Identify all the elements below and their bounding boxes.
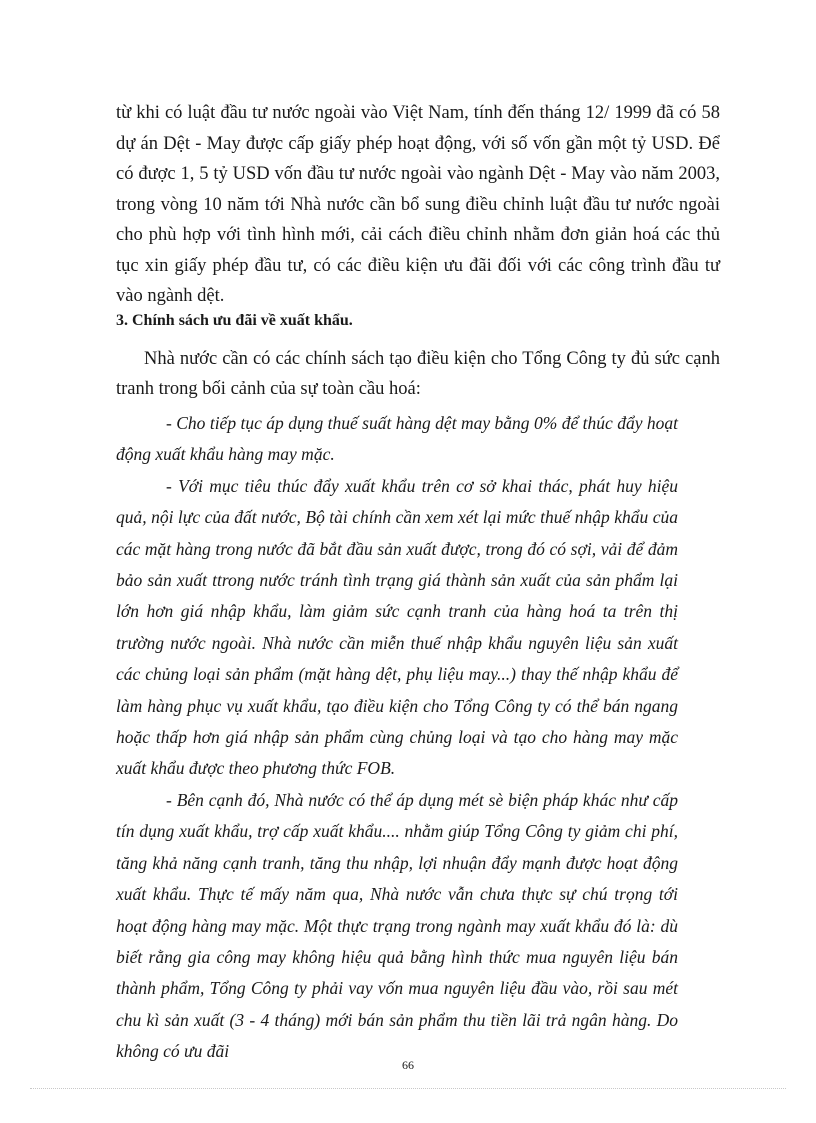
page-number: 66	[402, 1058, 414, 1072]
page-bottom-divider	[30, 1088, 786, 1089]
section-heading: 3. Chính sách ưu đãi về xuất khẩu.	[116, 312, 353, 329]
policy-bullet-2: - Với mục tiêu thúc đẩy xuất khẩu trên cơ sở khai thác, phát huy hiệu quả, nội lực của đất nước, Bộ tài chính cần xem xét lại mức thuế nhập khẩu của các mặt hàng trong nước đã bắt đầu sản xuất được, trong đó có sợi, vải để đảm bảo sản xuất ttrong nước tránh tình trạng giá thành sản xuất của sản phẩm lại lớn hơn giá nhập khẩu, làm giảm sức cạnh tranh của hàng hoá ta trên thị trường nước ngoài. Nhà nước cần miễn thuế nhập khẩu nguyên liệu sản xuất các chủng loại sản phẩm (mặt hàng dệt, phụ liệu may...) thay thế nhập khẩu để làm hàng phục vụ xuất khẩu, tạo điều kiện cho Tổng Công ty có thể bán ngang hoặc thấp hơn giá nhập sản phẩm cùng chủng loại và tạo cho hàng may mặc xuất khẩu được theo phương thức FOB.	[116, 475, 678, 779]
policy-bullet-3: - Bên cạnh đó, Nhà nước có thể áp dụng mét sè biện pháp khác như cấp tín dụng xuất khẩu, trợ cấp xuất khẩu.... nhằm giúp Tổng Công ty giảm chi phí, tăng khả năng cạnh tranh, tăng thu nhập, lợi nhuận đẩy mạnh được hoạt động xuất khẩu. Thực tế mấy năm qua, Nhà nước vẫn chưa thực sự chú trọng tới hoạt động hàng may mặc. Một thực trạng trong ngành may xuất khẩu đó là: dù biết rằng gia công may không hiệu quả bằng hình thức mua nguyên liệu bán thành phẩm, Tổng Công ty phải vay vốn mua nguyên liệu đầu vào, rồi sau mét chu kì sản xuất (3 - 4 tháng) mới bán sản phẩm thu tiền lãi trả ngân hàng. Do không có ưu đãi	[116, 789, 678, 1062]
body-paragraph-intro: Nhà nước cần có các chính sách tạo điều kiện cho Tổng Công ty đủ sức cạnh tranh trong bối cảnh của sự toàn cầu hoá:	[116, 349, 720, 399]
policy-bullet-list	[116, 408, 678, 1068]
policy-bullet-1: - Cho tiếp tục áp dụng thuế suất hàng dệt may bằng 0% để thúc đẩy hoạt động xuất khẩu hàng may mặc.	[116, 413, 678, 465]
body-paragraph-1: từ khi có luật đầu tư nước ngoài vào Việt Nam, tính đến tháng 12/ 1999 đã có 58 dự án Dệt - May được cấp giấy phép hoạt động, với số vốn gần một tỷ USD. Để có được 1, 5 tỷ USD vốn đầu tư nước ngoài vào ngành Dệt - May vào năm 2003, trong vòng 10 năm tới Nhà nước cần bổ sung điều chỉnh luật đầu tư nước ngoài cho phù hợp với tình hình mới, cải cách điều chỉnh nhằm đơn giản hoá các thủ tục xin giấy phép đầu tư, có các điều kiện ưu đãi đối với các công trình đầu tư vào ngành dệt.	[116, 103, 720, 306]
